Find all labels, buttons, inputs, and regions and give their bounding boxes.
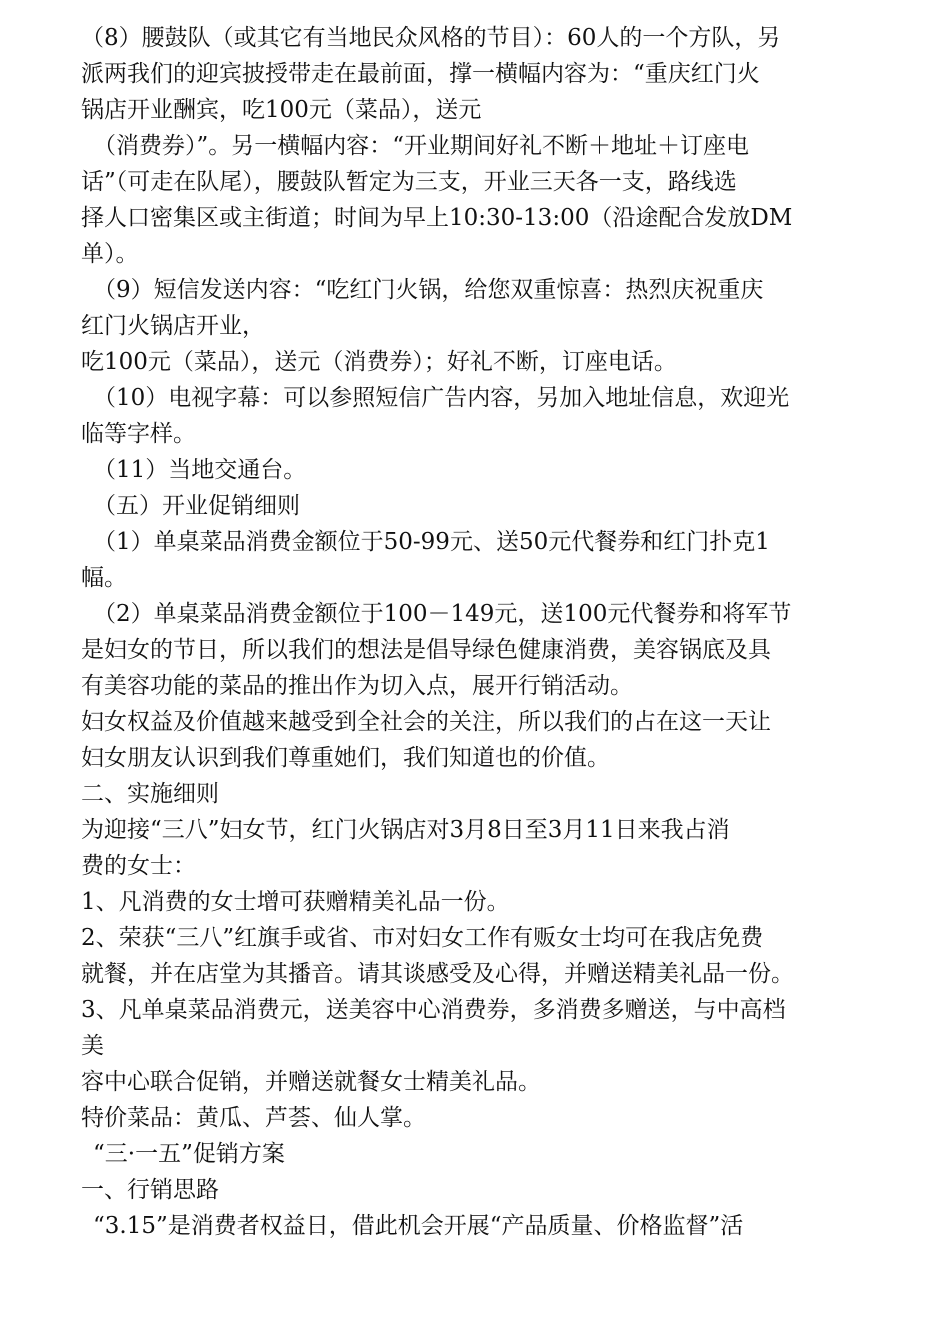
text-line: 一、行销思路: [81, 1177, 219, 1203]
text-line: 1、凡消费的女士增可获赠精美礼品一份。: [81, 889, 510, 915]
text-line: 容中心联合促销，并赠送就餐女士精美礼品。: [81, 1069, 541, 1095]
text-line: 3、凡单桌菜品消费元，送美容中心消费券，多消费多赠送，与中高档: [81, 997, 786, 1023]
text-line: （9）短信发送内容：“吃红门火锅，给您双重惊喜：热烈庆祝重庆: [93, 277, 764, 303]
text-line: 妇女权益及价值越来越受到全社会的关注，所以我们的占在这一天让: [81, 709, 771, 735]
text-line: （11）当地交通台。: [93, 457, 307, 483]
text-line: 锅店开业酬宾，吃100元（菜品），送元: [81, 97, 482, 123]
text-line: 单）。: [81, 241, 139, 267]
text-line: 派两我们的迎宾披授带走在最前面，撑一横幅内容为：“重庆红门火: [81, 61, 760, 87]
text-line: （1）单桌菜品消费金额位于50-99元、送50元代餐券和红门扑克1: [93, 529, 770, 555]
text-line: 有美容功能的菜品的推出作为切入点，展开行销活动。: [81, 673, 633, 699]
text-line: 妇女朋友认识到我们尊重她们，我们知道也的价值。: [81, 745, 610, 771]
document-page: [81, 20, 881, 1340]
text-line: 费的女士：: [81, 853, 196, 879]
text-line: 二、实施细则: [81, 781, 219, 807]
text-line: 择人口密集区或主街道；时间为早上10:30-13:00（沿途配合发放DM: [81, 205, 793, 231]
text-line: 为迎接“三八”妇女节，红门火锅店对3月8日至3月11日来我占消: [81, 817, 730, 843]
text-line: 特价菜品：黄瓜、芦荟、仙人掌。: [81, 1105, 426, 1131]
text-line: （8）腰鼓队（或其它有当地民众风格的节目）：60人的一个方队，另: [81, 25, 781, 51]
text-line: （消费券）”。另一横幅内容：“开业期间好礼不断＋地址＋订座电: [93, 133, 750, 159]
text-line: 2、荣获“三八”红旗手或省、市对妇女工作有贩女士均可在我店免费: [81, 925, 764, 951]
text-line: 幅。: [81, 565, 127, 591]
text-line: （10）电视字幕：可以参照短信广告内容，另加入地址信息，欢迎光: [93, 385, 790, 411]
text-line: “3.15”是消费者权益日，借此机会开展“产品质量、价格监督”活: [93, 1213, 744, 1239]
text-line: 红门火锅店开业，: [81, 313, 265, 339]
text-line: 就餐，并在店堂为其播音。请其谈感受及心得，并赠送精美礼品一份。: [81, 961, 794, 987]
text-line: 话”（可走在队尾），腰鼓队暂定为三支，开业三天各一支，路线选: [81, 169, 737, 195]
text-line: 是妇女的节日，所以我们的想法是倡导绿色健康消费，美容锅底及具: [81, 637, 771, 663]
text-line: 美: [81, 1033, 104, 1059]
text-line: （五）开业促销细则: [93, 493, 300, 519]
text-line: （2）单桌菜品消费金额位于100－149元，送100元代餐券和将军节: [93, 601, 792, 627]
text-line: 临等字样。: [81, 421, 196, 447]
text-line: “三·一五”促销方案: [93, 1141, 285, 1167]
text-line: 吃100元（菜品），送元（消费券）；好礼不断，订座电话。: [81, 349, 677, 375]
